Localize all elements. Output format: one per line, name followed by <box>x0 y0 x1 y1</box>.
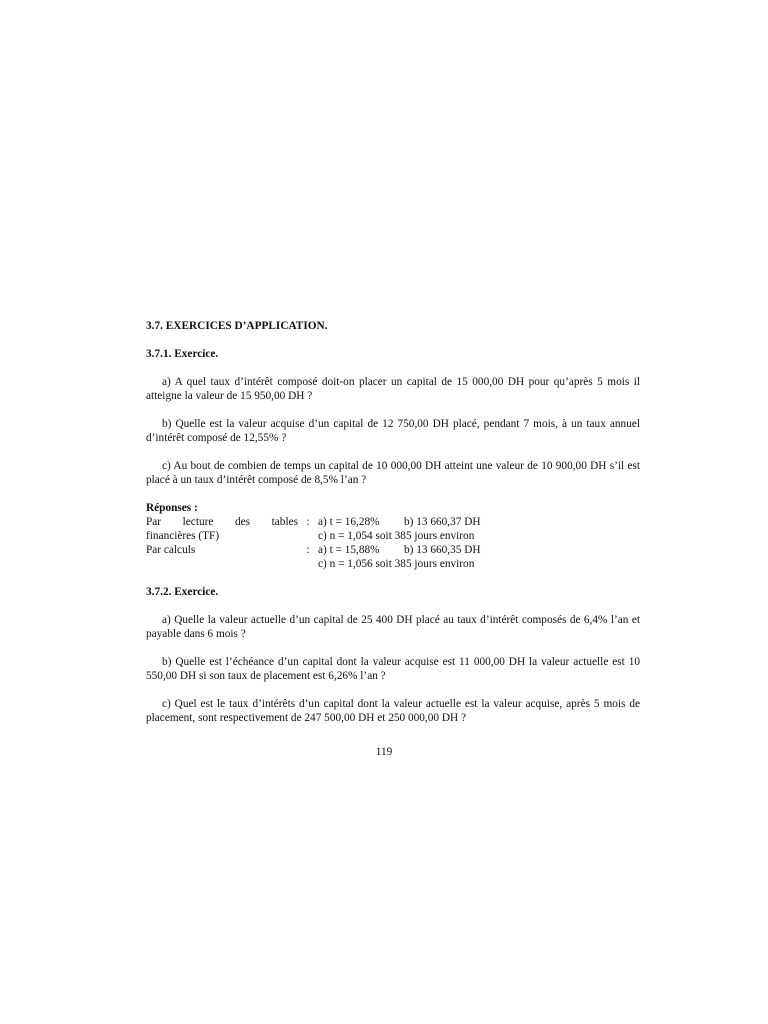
answer-method-label: Par lecture des tables <box>146 516 298 528</box>
answers-block <box>146 501 640 571</box>
answer-a: a) t = 16,28% <box>318 516 380 528</box>
answer-c: c) n = 1,054 soit 385 jours environ <box>318 530 475 542</box>
exercise-1-question-b: b) Quelle est la valeur acquise d’un capital de 12 750,00 DH placé, pendant 7 mois, à un taux annuel d’intérêt composé de 12,55% ? <box>146 418 640 444</box>
answer-row <box>146 557 640 571</box>
exercise-1-question-a: a) A quel taux d’intérêt composé doit-on placer un capital de 15 000,00 DH pour qu’après 5 mois il atteigne la valeur de 15 950,00 DH ? <box>146 376 640 402</box>
answer-a: a) t = 15,88% <box>318 544 380 556</box>
answer-colon: : <box>306 544 310 556</box>
answer-colon: : <box>306 516 310 528</box>
answer-c: c) n = 1,056 soit 385 jours environ <box>318 558 475 570</box>
answer-b: b) 13 660,37 DH <box>404 516 481 528</box>
answer-row <box>146 543 640 557</box>
answer-b: b) 13 660,35 DH <box>404 544 481 556</box>
answer-colon <box>298 529 318 543</box>
document-page <box>146 319 640 725</box>
exercise-1-title: 3.7.1. Exercice. <box>146 348 219 360</box>
answer-colon <box>298 557 318 571</box>
answer-method-label: Par calculs <box>146 544 196 556</box>
exercise-2-question-c: c) Quel est le taux d’intérêts d’un capital dont la valeur actuelle est la valeur acquise, après 5 mois de placement, sont respectivement de 247 500,00 DH et 250 000,00 DH ? <box>146 698 640 724</box>
section-title: 3.7. EXERCICES D’APPLICATION. <box>146 320 328 332</box>
answer-row <box>146 529 640 543</box>
answers-title: Réponses : <box>146 502 198 514</box>
answer-row <box>146 515 640 529</box>
page-number: 119 <box>375 746 393 758</box>
exercise-2-question-a: a) Quelle la valeur actuelle d’un capital de 25 400 DH placé au taux d’intérêt composés de 6,4% l’an et payable dans 6 mois ? <box>146 614 640 640</box>
answer-method-label <box>146 557 298 571</box>
answer-method-label: financières (TF) <box>146 530 220 542</box>
exercise-2-question-b: b) Quelle est l’échéance d’un capital dont la valeur acquise est 11 000,00 DH la valeur actuelle est 10 550,00 DH si son taux de placement est 6,26% l’an ? <box>146 656 640 682</box>
exercise-1-question-c: c) Au bout de combien de temps un capital de 10 000,00 DH atteint une valeur de 10 900,00 DH s’il est placé à un taux d’intérêt composé de 8,5% l’an ? <box>146 460 640 486</box>
exercise-2-title: 3.7.2. Exercice. <box>146 586 219 598</box>
